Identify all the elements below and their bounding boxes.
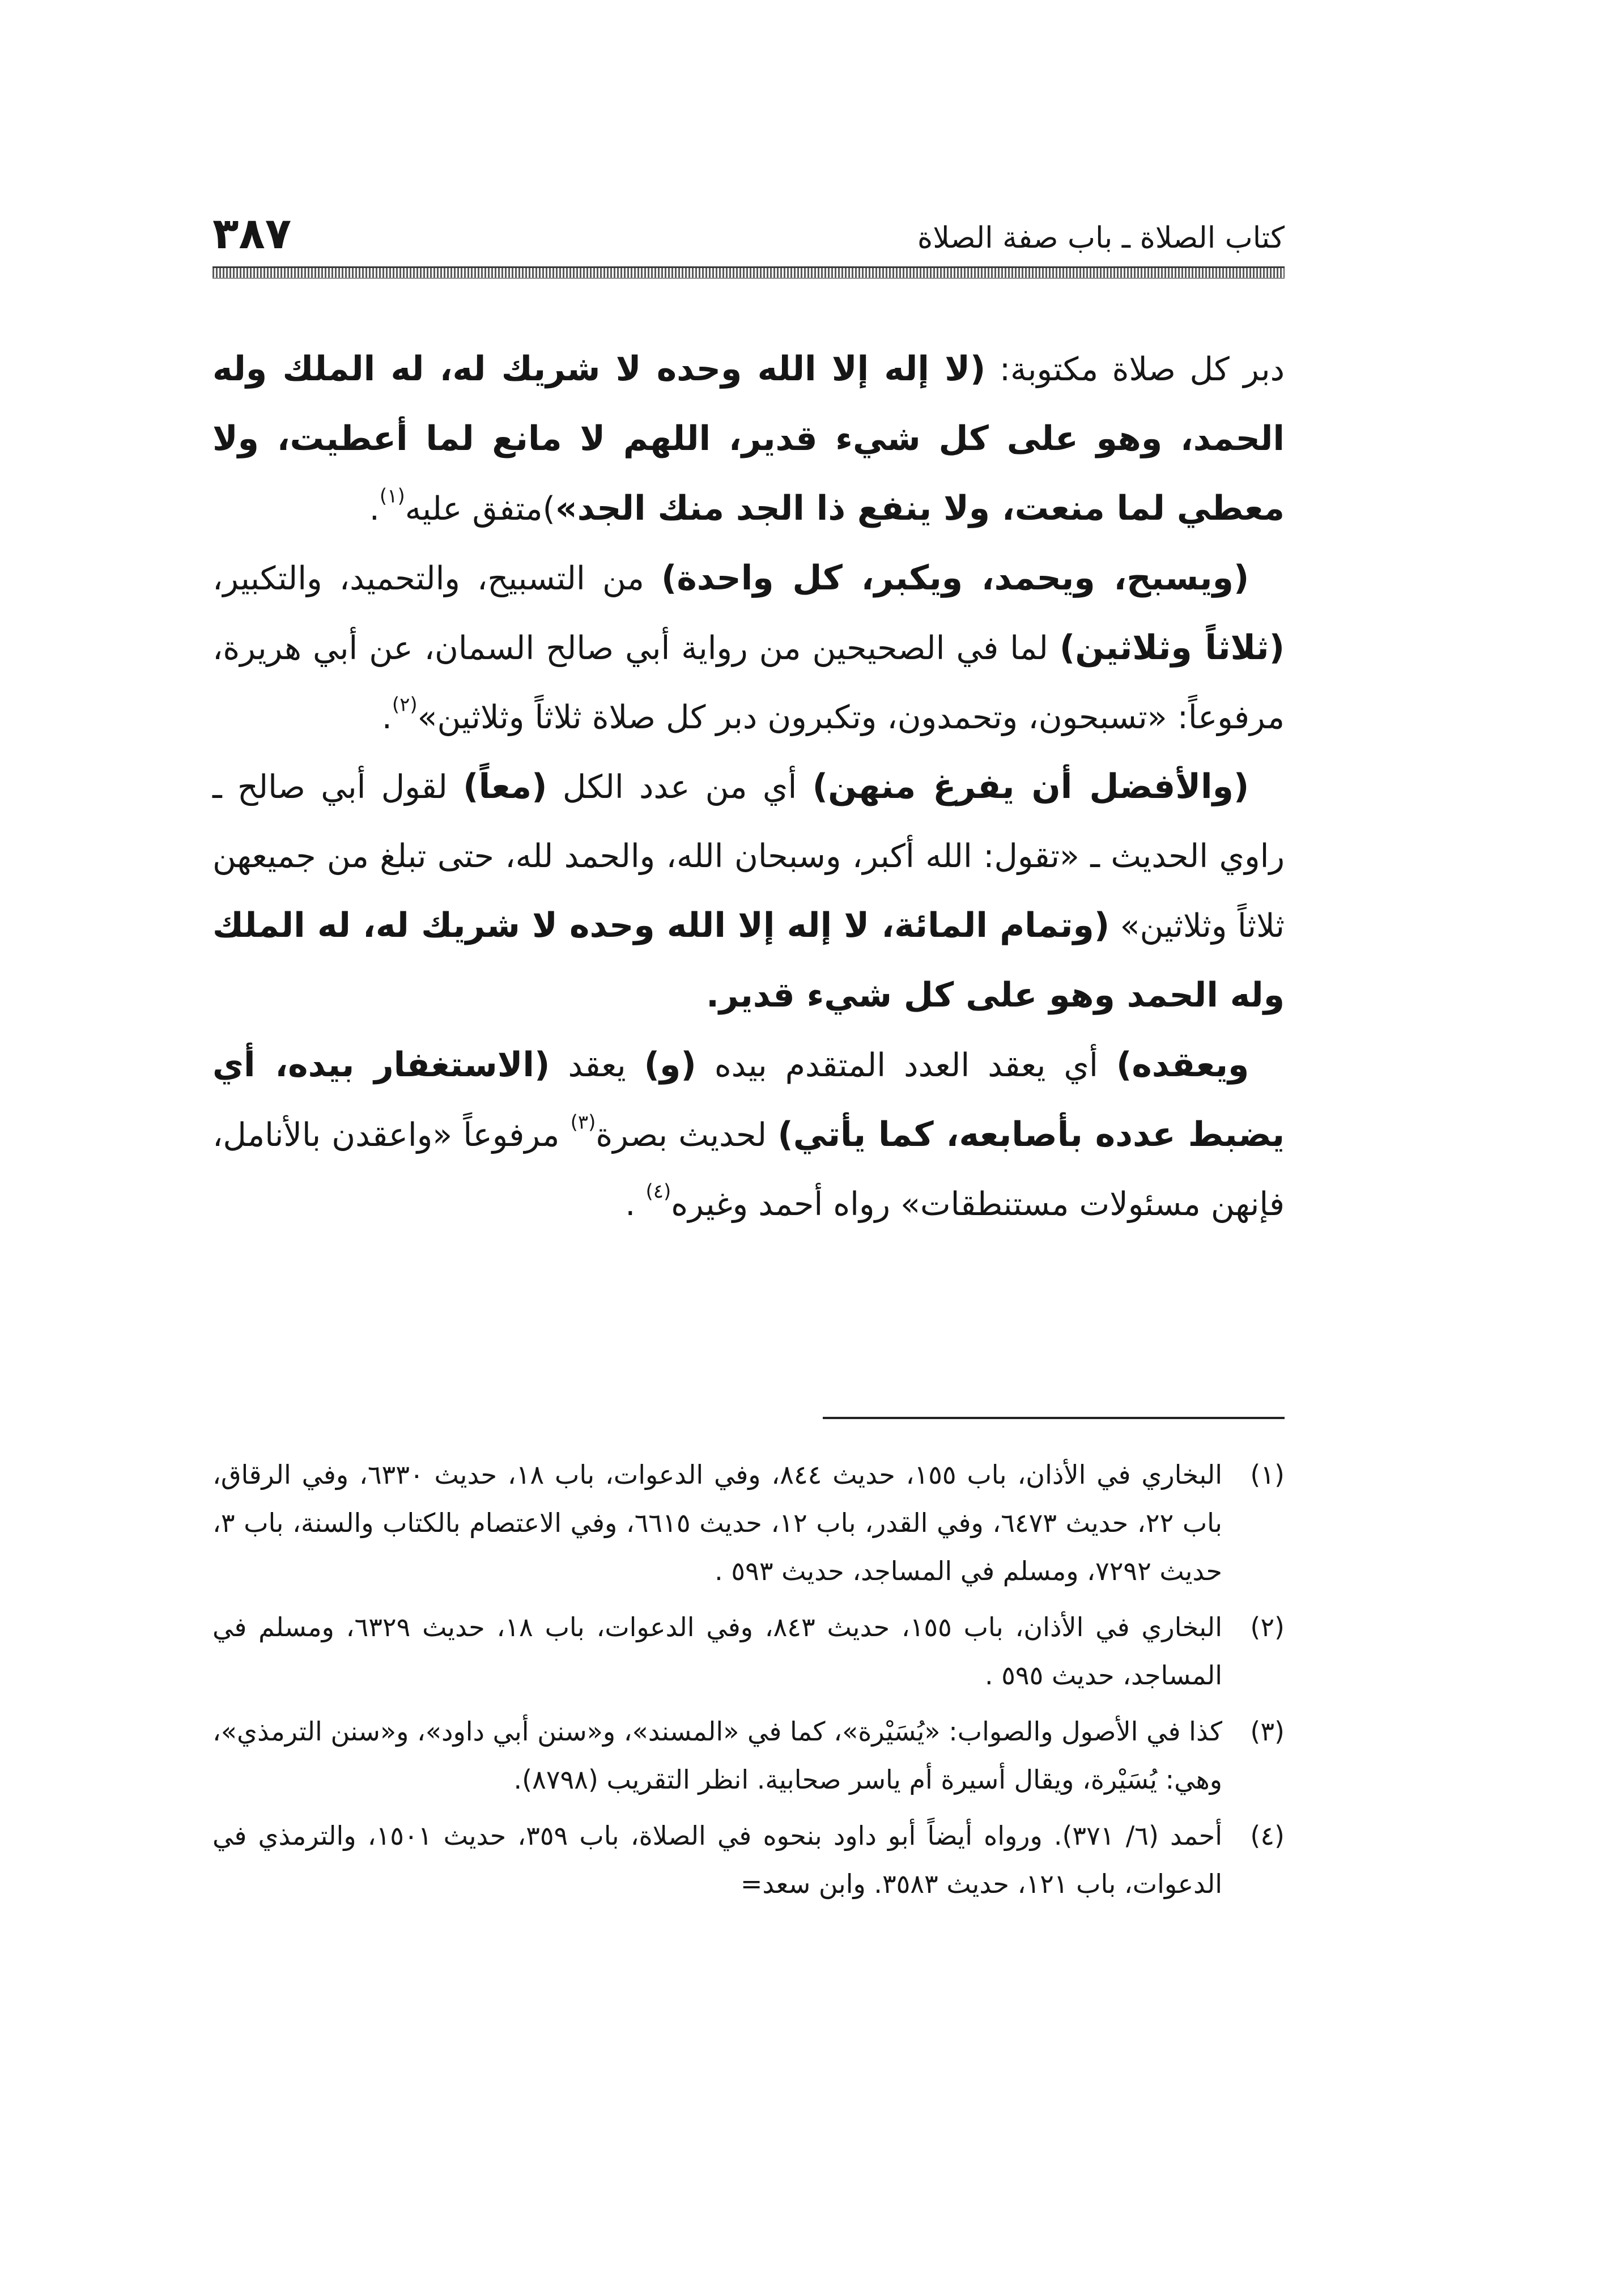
plain-text: من التسبيح، والتحميد، والتكبير، xyxy=(212,560,661,597)
footnote-separator xyxy=(823,1417,1285,1419)
footnote-text: كذا في الأصول والصواب: «يُسَيْرة»، كما في «المسند»، و«سنن أبي داود»، و«سنن الترمذي»، وهي: يُسَيْرة، ويقال أسيرة أم ياسر صحابية. انظر التقريب (٨٧٩٨). xyxy=(212,1716,1222,1795)
footnote-ref[interactable]: (٤) xyxy=(645,1180,671,1203)
bold-matn: (لا إله إلا الله وحده لا شريك له، له الملك وله الحمد، وهو على كل شيء قدير، اللهم لا مانع لما أعطيت، ولا معطي لما منعت، ولا ينفع ذا الجد منك الجد» xyxy=(212,349,1285,528)
paragraph-4 xyxy=(212,1030,1285,1239)
plain-text: . xyxy=(369,490,380,528)
paragraph-3 xyxy=(212,752,1285,1030)
paragraph-1 xyxy=(212,334,1285,543)
footnote-number: (٤) xyxy=(1250,1820,1285,1851)
footnotes xyxy=(212,1451,1285,1916)
footnote-number: (٣) xyxy=(1250,1716,1285,1747)
bold-matn: (الاستغفار بيده، أي يضبط عدده بأصابعه، كما يأتي) xyxy=(212,1045,1285,1154)
footnote-item xyxy=(212,1603,1285,1700)
plain-text: )متفق عليه xyxy=(405,490,555,528)
plain-text: لقول أبي صالح ـ راوي الحديث ـ «تقول: الله أكبر، وسبحان الله، والحمد لله، حتى تبلغ من جميعهن ثلاثاً وثلاثين» xyxy=(212,768,1285,945)
main-text xyxy=(212,334,1285,1239)
footnote-ref[interactable]: (٢) xyxy=(392,693,418,716)
bold-matn: (والأفضل أن يفرغ منهن) xyxy=(812,767,1249,806)
plain-text: لحديث بصرة xyxy=(596,1116,778,1154)
footnote-ref[interactable]: (١) xyxy=(379,485,405,508)
footnote-number: (١) xyxy=(1250,1459,1285,1490)
plain-text: أي من عدد الكل xyxy=(547,768,813,806)
plain-text: مرفوعاً «واعقدن بالأنامل، فإنهن مسئولات مستنطقات» رواه أحمد وغيره xyxy=(212,1116,1285,1223)
plain-text: . xyxy=(381,699,392,736)
plain-text: دبر كل صلاة مكتوبة: xyxy=(985,351,1285,388)
bold-matn: (معاً) xyxy=(463,767,547,806)
footnote-text: البخاري في الأذان، باب ١٥٥، حديث ٨٤٣، وفي الدعوات، باب ١٨، حديث ٦٣٢٩، ومسلم في المساجد، حديث ٥٩٥ . xyxy=(212,1612,1222,1691)
paragraph-2 xyxy=(212,543,1285,752)
footnote-ref[interactable]: (٣) xyxy=(570,1111,596,1134)
footnote-item xyxy=(212,1451,1285,1595)
plain-text: . xyxy=(625,1186,646,1223)
running-title: كتاب الصلاة ـ باب صفة الصلاة xyxy=(917,221,1285,255)
plain-text: لما في الصحيحين من رواية أبي صالح السمان، عن أبي هريرة، مرفوعاً: «تسبحون، وتحمدون، وتكبرون دبر كل صلاة ثلاثاً وثلاثين» xyxy=(212,630,1285,736)
header-divider xyxy=(212,266,1285,279)
bold-matn: (وتمام المائة، لا إله إلا الله وحده لا شريك له، له الملك وله الحمد وهو على كل شيء قدير. xyxy=(212,906,1285,1015)
bold-matn: (ويسبح، ويحمد، ويكبر، كل واحدة) xyxy=(661,558,1249,598)
plain-text: يعقد xyxy=(550,1047,644,1084)
bold-matn: (و) xyxy=(644,1045,696,1085)
footnote-item xyxy=(212,1812,1285,1908)
running-header xyxy=(212,198,1285,261)
plain-text: أي يعقد العدد المتقدم بيده xyxy=(696,1047,1116,1084)
footnote-text: أحمد (٦/ ٣٧١). ورواه أيضاً أبو داود بنحوه في الصلاة، باب ٣٥٩، حديث ١٥٠١، والترمذي في الدعوات، باب ١٢١، حديث ٣٥٨٣. وابن سعد= xyxy=(212,1820,1223,1899)
footnote-number: (٢) xyxy=(1250,1612,1285,1642)
footnote-text: البخاري في الأذان، باب ١٥٥، حديث ٨٤٤، وفي الدعوات، باب ١٨، حديث ٦٣٣٠، وفي الرقاق، باب ٢٢، حديث ٦٤٧٣، وفي القدر، باب ١٢، حديث ٦٦١٥، وفي الاعتصام بالكتاب والسنة، باب ٣، حديث ٧٢٩٢، ومسلم في المساجد، حديث ٥٩٣ . xyxy=(212,1459,1222,1586)
page-number: ٣٨٧ xyxy=(212,208,292,258)
bold-matn: (ثلاثاً وثلاثين) xyxy=(1059,628,1285,668)
bold-matn: ويعقده) xyxy=(1116,1045,1249,1085)
footnote-item xyxy=(212,1708,1285,1804)
